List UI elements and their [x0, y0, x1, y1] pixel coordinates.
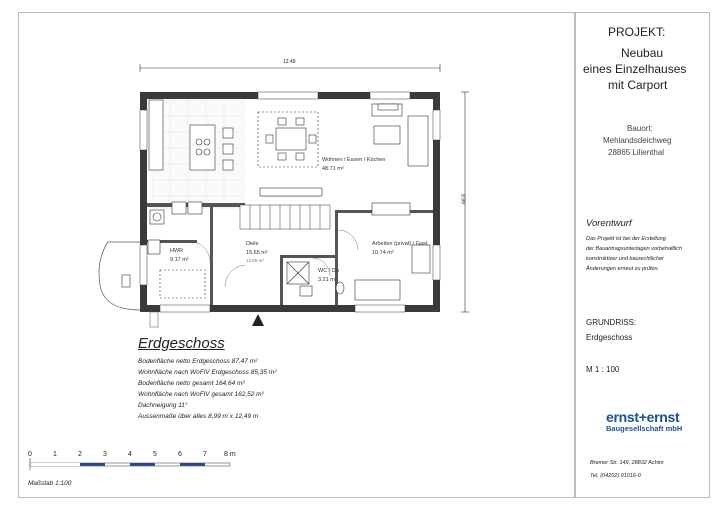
terrace	[99, 242, 140, 310]
grundriss-label: GRUNDRISS:	[586, 318, 637, 327]
room-area-diele: 15.65 m²	[246, 250, 268, 256]
room-label-wc: WC / Du	[318, 268, 339, 274]
scale-tick: 2	[78, 451, 82, 458]
room-label-arbeiten: Arbeiten (privat) / Gast	[372, 241, 428, 247]
company-sub: Baugesellschaft mbH	[606, 424, 683, 433]
company-name: ernst+ernst	[606, 409, 680, 425]
scale-caption: Maßstab 1:100	[28, 480, 72, 487]
vorentwurf-text-line: konstruktiver und baurechtlicher	[586, 256, 664, 262]
stat-line: Wohnfläche nach WoFlV gesamt 162,52 m²	[138, 391, 264, 398]
room-area-wohnen: 48.71 m²	[322, 166, 344, 172]
room-area-arbeiten: 10.74 m²	[372, 250, 394, 256]
project-name-line: mit Carport	[608, 78, 668, 92]
scale-tick: 6	[178, 451, 182, 458]
stat-line: Wohnfläche nach WoFlV Erdgeschoss 85,35 m²	[138, 369, 277, 376]
vorentwurf-title: Vorentwurf	[586, 218, 632, 229]
room-label-diele: Diele	[246, 241, 259, 247]
company-address: Bremer Str. 149, 28832 Achim	[590, 460, 664, 466]
dimension-top: 12.49	[283, 59, 296, 65]
scale-bar-graphic	[30, 458, 230, 470]
projekt-label: PROJEKT:	[608, 25, 666, 39]
stat-line: Aussenmaße über alles 8,99 m x 12,49 m	[138, 413, 259, 420]
project-name-line: Neubau	[621, 46, 664, 60]
scale-tick: 8 m	[224, 451, 236, 458]
grundriss-floor: Erdgeschoss	[586, 333, 633, 342]
scale-tick: 0	[28, 451, 32, 458]
entrance-marker	[252, 314, 264, 326]
stat-line: Bodenfläche netto gesamt 164,64 m²	[138, 380, 245, 387]
scale-tick: 7	[203, 451, 207, 458]
room-subarea-diele: 13.55 m²	[246, 258, 264, 263]
company-phone: Tel. (04202) 91016-0	[590, 473, 641, 479]
stat-line: Dachneigung 11°	[138, 402, 188, 409]
bauort-label: Bauort:	[627, 124, 653, 133]
vorentwurf-text-line: Änderungen erneut zu prüfen.	[586, 266, 660, 272]
stat-line: Bodenfläche netto Erdgeschoss 87,47 m²	[138, 358, 258, 365]
dining	[258, 112, 318, 167]
room-label-hwr: HWR	[170, 248, 184, 254]
floor-title: Erdgeschoss	[138, 335, 225, 352]
drawing-scale: M 1 : 100	[586, 365, 620, 374]
sideboard	[260, 188, 322, 196]
room-area-hwr: 9.17 m²	[170, 257, 189, 263]
room-area-wc: 3.21 m²	[318, 277, 337, 283]
scale-tick: 1	[53, 451, 57, 458]
scale-tick: 5	[153, 451, 157, 458]
project-name-line: eines Einzelhauses	[583, 62, 687, 76]
scale-tick: 3	[103, 451, 107, 458]
scale-tick: 4	[128, 451, 132, 458]
dimension-right: 8.99	[459, 194, 466, 204]
address-line: Mehlandsdeichweg	[603, 136, 672, 145]
vorentwurf-text-line: der Bauantragsunterlagen vorbehaltlich	[586, 246, 683, 252]
room-label-wohnen: Wohnen / Essen / Küchen	[322, 157, 386, 163]
vorentwurf-text-line: Das Projekt ist bei der Erstellung	[586, 236, 666, 242]
address-line: 28865 Lilienthal	[608, 148, 665, 157]
